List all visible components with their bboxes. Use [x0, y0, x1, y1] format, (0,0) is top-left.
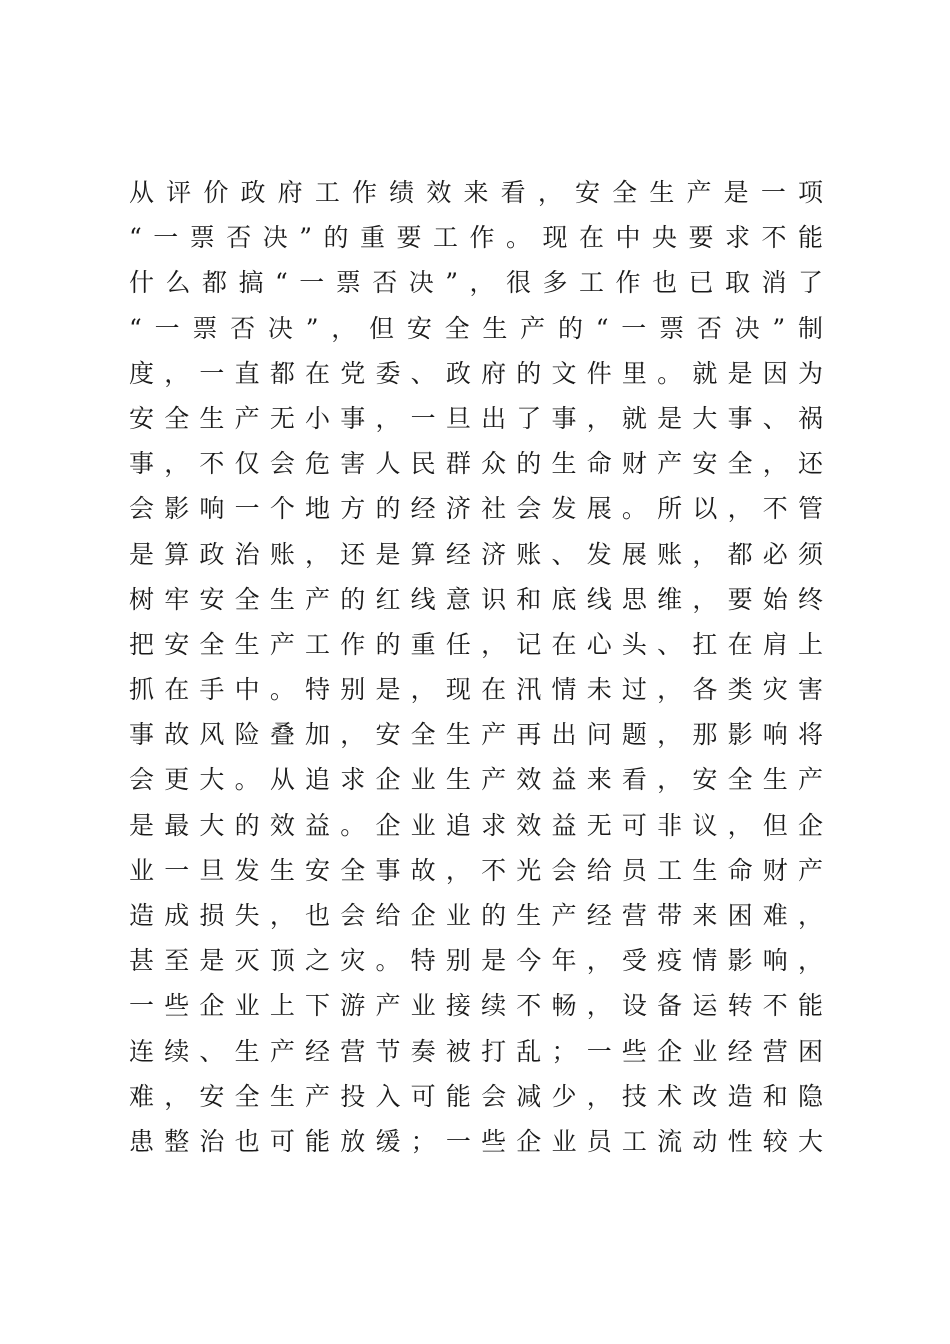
text-line: 树牢安全生产的红线意识和底线思维，要始终 [129, 584, 823, 614]
text-line: 事故风险叠加，安全生产再出问题，那影响将 [129, 720, 823, 750]
text-line: 患整治也可能放缓；一些企业员工流动性较大 [129, 1126, 823, 1156]
text-line: 一些企业上下游产业接续不畅，设备运转不能 [129, 991, 823, 1021]
text-line: 会影响一个地方的经济社会发展。所以，不管 [129, 494, 823, 524]
text-line: 度，一直都在党委、政府的文件里。就是因为 [129, 358, 823, 388]
text-line: 造成损失，也会给企业的生产经营带来困难， [129, 901, 823, 930]
text-line: 业一旦发生安全事故，不光会给员工生命财产 [129, 855, 823, 885]
text-line: 从评价政府工作绩效来看，安全生产是一项 [129, 178, 823, 207]
text-line: 难，安全生产投入可能会减少，技术改造和隐 [129, 1081, 823, 1111]
text-line: “一票否决”的重要工作。现在中央要求不能 [129, 223, 823, 253]
body-paragraph [129, 170, 823, 1164]
text-line: “一票否决”，但安全生产的“一票否决”制 [129, 313, 823, 343]
text-line: 是算政治账，还是算经济账、发展账，都必须 [129, 539, 823, 569]
text-line: 是最大的效益。企业追求效益无可非议，但企 [129, 810, 823, 840]
text-line: 甚至是灭顶之灾。特别是今年，受疫情影响， [129, 946, 823, 976]
text-line: 会更大。从追求企业生产效益来看，安全生产 [129, 765, 823, 795]
text-line: 事，不仅会危害人民群众的生命财产安全，还 [129, 449, 823, 479]
text-line: 抓在手中。特别是，现在汛情未过，各类灾害 [129, 675, 823, 705]
text-line: 什么都搞“一票否决”，很多工作也已取消了 [129, 268, 823, 298]
text-line: 安全生产无小事，一旦出了事，就是大事、祸 [129, 403, 823, 433]
text-line: 把安全生产工作的重任，记在心头、扛在肩上 [129, 629, 823, 659]
text-line: 连续、生产经营节奏被打乱；一些企业经营困 [129, 1036, 823, 1066]
